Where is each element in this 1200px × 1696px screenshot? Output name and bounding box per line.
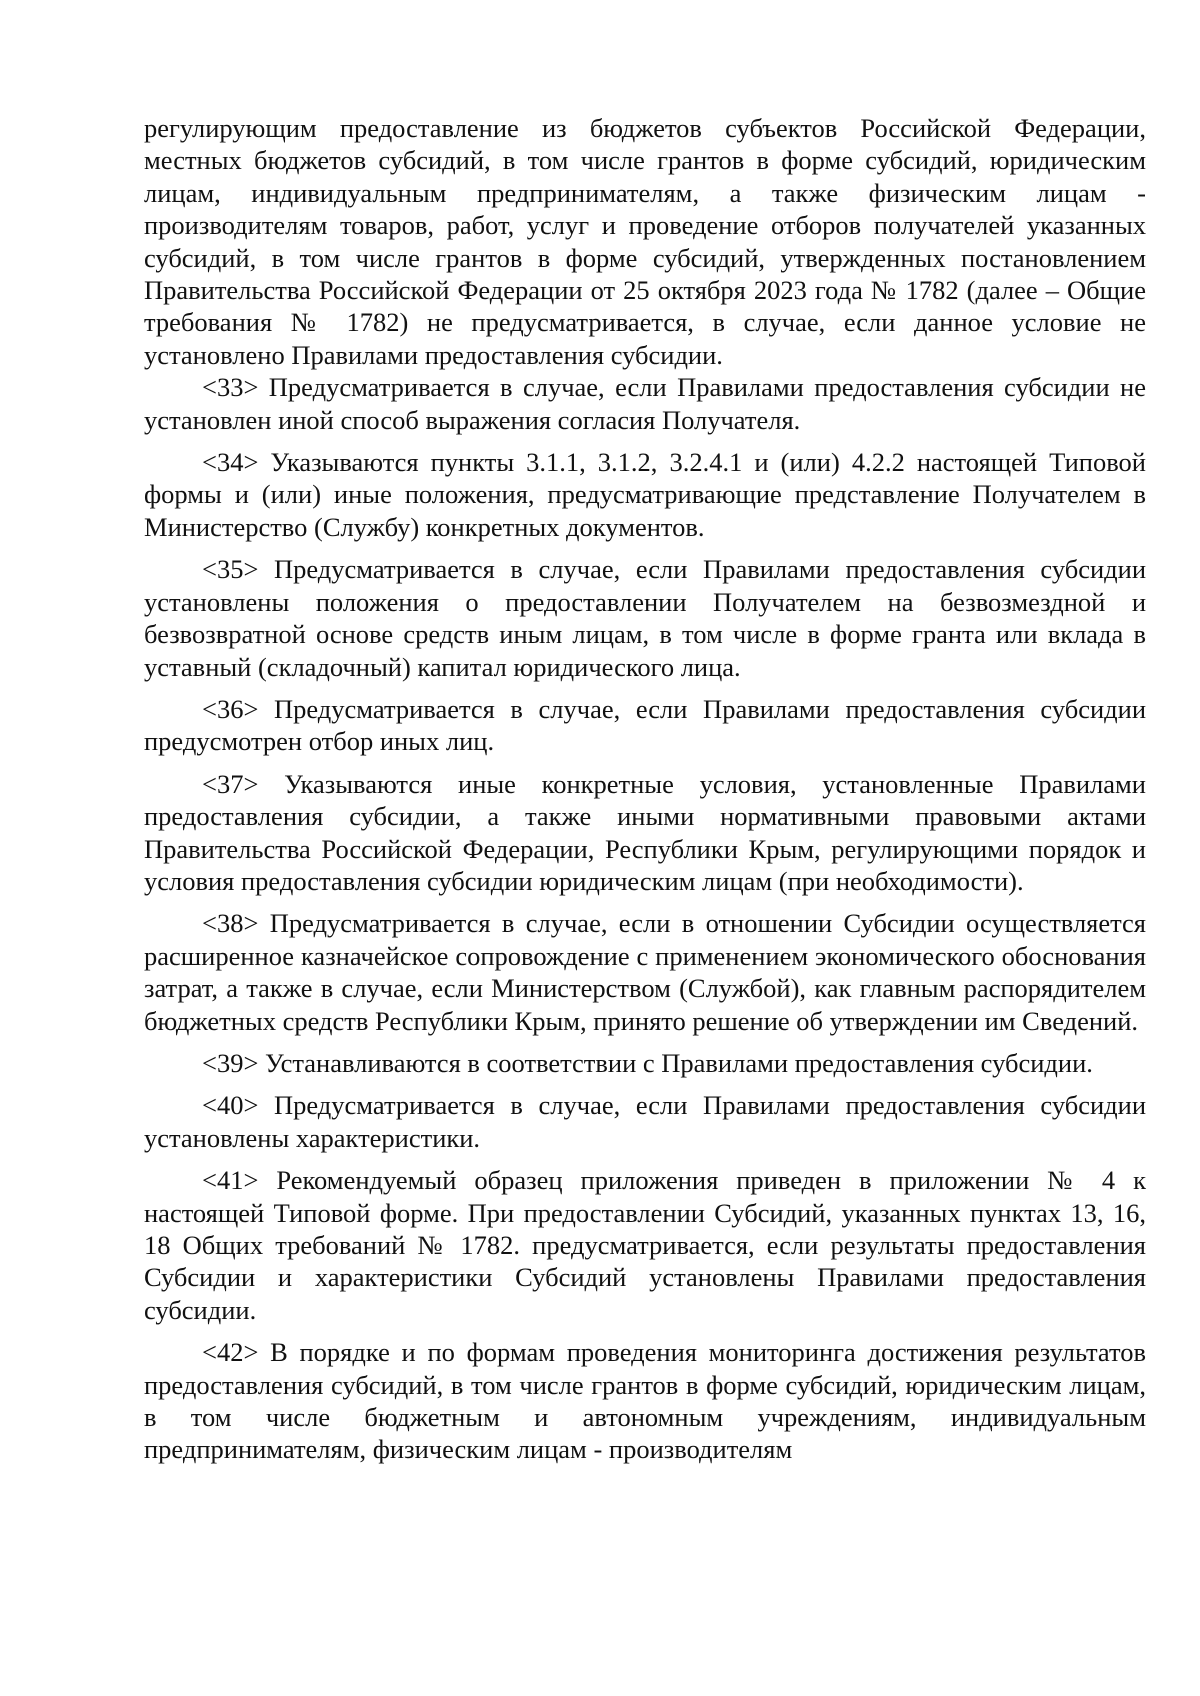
footnote-34: <34> Указываются пункты 3.1.1, 3.1.2, 3.2.4.1 и (или) 4.2.2 настоящей Типовой формы и (или) иные положения, предусматривающие представление Получателем в Министерство (Службу) конкретных документов. bbox=[144, 447, 1146, 542]
footnote-36: <36> Предусматривается в случае, если Правилами предоставления субсидии предусмотрен отбор иных лиц. bbox=[144, 693, 1146, 757]
footnote-39: <39> Устанавливаются в соответствии с Правилами предоставления субсидии. bbox=[202, 1047, 1093, 1078]
footnote-37: <37> Указываются иные конкретные условия, установленные Правилами предоставления субсидии, а также иными нормативными правовыми актами Правительства Российской Федерации, Республики Крым, регулирующими порядок и условия предоставления субсидии юридическим лицам (при необходимости). bbox=[144, 768, 1146, 896]
footnote-40: <40> Предусматривается в случае, если Правилами предоставления субсидии установлены характеристики. bbox=[144, 1090, 1146, 1153]
footnote-38: <38> Предусматривается в случае, если в отношении Субсидии осуществляется расширенное казначейское сопровождение с применением экономического обоснования затрат, а также в случае, если Министерством (Службой), как главным распорядителем бюджетных средств Республики Крым, принято решение об утверждении им Сведений. bbox=[144, 908, 1146, 1036]
footnote-33: <33> Предусматривается в случае, если Правилами предоставления субсидии не установлен иной способ выражения согласия Получателя. bbox=[144, 372, 1146, 435]
document-body bbox=[144, 112, 1146, 1466]
paragraph-continuation: регулирующим предоставление из бюджетов субъектов Российской Федерации, местных бюджетов субсидий, в том числе грантов в форме субсидий, юридическим лицам, индивидуальным предпринимателям, а также физическим лицам - производителям товаров, работ, услуг и проведение отборов получателей указанных субсидий, в том числе грантов в форме субсидий, утвержденных постановлением Правительства Российской Федерации от 25 октября 2023 года № 1782 (далее – Общие требования № 1782) не предусматривается, в случае, если данное условие не установлено Правилами предоставления субсидии. bbox=[144, 113, 1146, 370]
footnote-41: <41> Рекомендуемый образец приложения приведен в приложении № 4 к настоящей Типовой форме. При предоставлении Субсидий, указанных пунктах 13, 16, 18 Общих требований № 1782. предусматривается, если результаты предоставления Субсидии и характеристики Субсидий установлены Правилами предоставления субсидии. bbox=[144, 1165, 1146, 1325]
footnote-35: <35> Предусматривается в случае, если Правилами предоставления субсидии установлены положения о предоставлении Получателем на безвозмездной и безвозвратной основе средств иным лицам, в том числе в форме гранта или вклада в уставный (складочный) капитал юридического лица. bbox=[144, 554, 1146, 682]
footnote-42: <42> В порядке и по формам проведения мониторинга достижения результатов предоставления субсидий, в том числе грантов в форме субсидий, юридическим лицам, в том числе бюджетным и автономным учреждениям, индивидуальным предпринимателям, физическим лицам - производителям bbox=[144, 1337, 1146, 1465]
